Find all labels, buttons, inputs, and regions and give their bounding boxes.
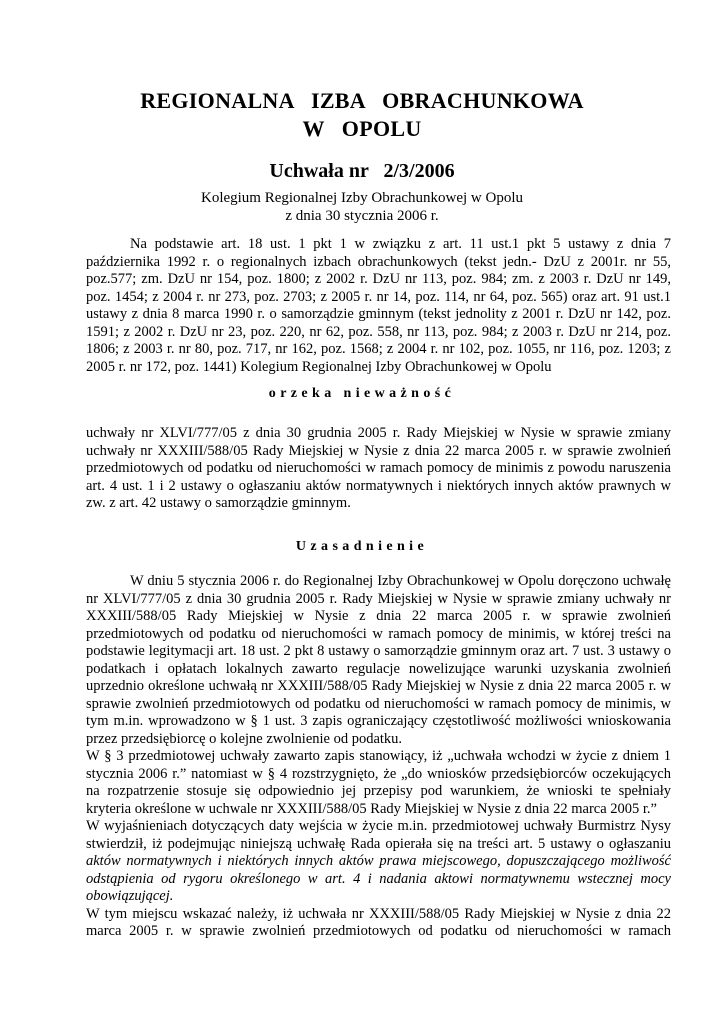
text-line: ustawy z dnia 8 marca 1990 r. o samorządzie gminnym (tekst jednolity z 2001 r. DzU nr 142, poz. xyxy=(86,306,671,322)
text-line: nr XLVI/777/05 z dnia 30 grudnia 2005 r. Rady Miejskiej w Nysie w sprawie zmiany uchwały nr xyxy=(86,590,671,607)
legal-basis-paragraph xyxy=(86,236,671,376)
text-line: W § 3 przedmiotowej uchwały zawarto zapis stanowiący, iż „uchwała wchodzi w życie z dniem 1 xyxy=(86,748,671,764)
text-line: października 1992 r. o regionalnych izbach obrachunkowych (tekst jedn.- DzU z 2001r. nr 55, xyxy=(86,253,671,270)
text-line: XXXIII/588/05 Rady Miejskiej w Nysie z dnia 22 marca 2005 r. w sprawie zwolnień xyxy=(86,608,671,624)
text-line: uchwały nr XXXIII/588/05 Rady Miejskiej w Nysie z dnia 22 marca 2005 r. w sprawie zwolnień xyxy=(86,442,671,459)
text-line: 1591; z 2002 r. DzU nr 23, poz. 220, nr 62, poz. 558, nr 113, poz. 984; z 2003 r. DzU nr 214, poz. xyxy=(86,323,671,340)
decision-heading: orzeka nieważność xyxy=(268,386,456,401)
text-line: art. 4 ust. 1 i 2 ustawy o ogłaszaniu aktów normatywnych i niektórych innych aktów prawnych w xyxy=(86,477,671,494)
text-line: kryteria określone w uchwale nr XXXIII/588/05 Rady Miejskiej w Nysie z dnia 22 marca 2005 r.” xyxy=(86,800,657,817)
resolution-number: Uchwała nr 2/3/2006 xyxy=(269,160,455,182)
text-line: zw. z art. 42 ustawy o samorządzie gminnym. xyxy=(86,495,351,511)
text-line: przedmiotowych od podatku od nieruchomości w ramach pomocy de minimis, w której treści na xyxy=(86,625,671,642)
text-line: 1806; z 2003 r. nr 80, poz. 717, nr 162, poz. 1568; z 2004 r. nr 102, poz. 1055, nr 116, poz. 1203; z xyxy=(86,341,671,357)
resolution-issuer: Kolegium Regionalnej Izby Obrachunkowej w Opolu xyxy=(200,190,523,206)
text-line: uprzednio określone uchwałą nr XXXIII/588/05 Rady Miejskiej w Nysie z dnia 22 marca 2005 r. w xyxy=(86,678,671,694)
resolution-date: z dnia 30 stycznia 2006 r. xyxy=(285,208,439,224)
text-line: W wyjaśnieniach dotyczących daty wejścia w życie m.in. przedmiotowej uchwały Burmistrz Nysy xyxy=(86,818,671,834)
text-line: marca 2005 r. w sprawie zwolnień przedmiotowych od podatku od nieruchomości w ramach xyxy=(86,923,671,939)
text-line: aktów normatywnych i niektórych innych aktów prawa miejscowego, dopuszczającego możliwość xyxy=(86,853,671,869)
text-line: przez przedsiębiorcę o kolejne zwolnienie od podatku. xyxy=(86,730,403,747)
text-line: W tym miejscu wskazać należy, iż uchwała nr XXXIII/588/05 Rady Miejskiej w Nysie z dnia 22 xyxy=(86,905,671,922)
justification-paragraph xyxy=(86,573,671,941)
text-line: 2005 r. nr 172, poz. 1441) Kolegium Regionalnej Izby Obrachunkowej w Opolu xyxy=(86,358,552,375)
text-line: Na podstawie art. 18 ust. 1 pkt 1 w związku z art. 11 ust.1 pkt 5 ustawy z dnia 7 xyxy=(130,236,671,252)
text-line: poz.577; zm. DzU nr 154, poz. 1800; z 2002 r. DzU nr 113, poz. 984; zm. z 2003 r. DzU nr 149, xyxy=(86,271,671,287)
institution-city: W OPOLU xyxy=(302,116,422,141)
text-line: podstawie legitymacji art. 18 ust. 2 pkt 8 ustawy o samorządzie gminnym oraz art. 7 ust. 3 ustawy o xyxy=(86,643,671,659)
text-line: przedmiotowych od podatku od nieruchomości w ramach pomocy de minimis z powodu naruszenia xyxy=(86,460,671,476)
decision-paragraph xyxy=(86,425,671,513)
text-line: odstąpienia od rygoru określonego w art. 4 i nadania aktowi normatywnemu wstecznej mocy xyxy=(86,870,671,887)
text-line: sprawie zwolnień przedmiotowych od podatku od nieruchomości w ramach pomocy de minimis, w xyxy=(86,695,671,712)
text-line: stwierdził, iż podejmując niniejszą uchwałę Rada opierała się na treści art. 5 ustawy o ogłaszaniu xyxy=(86,835,671,852)
text-line: na rozpatrzenie stosuje się odpowiednio jej przepisy pod warunkiem, że wnioski te spełniały xyxy=(86,783,671,799)
text-line: stycznia 2006 r.” natomiast w § 4 rozstrzygnięto, że „do wniosków przedsiębiorców oczekujących xyxy=(86,765,671,782)
text-line: uchwały nr XLVI/777/05 z dnia 30 grudnia 2005 r. Rady Miejskiej w Nysie w sprawie zmiany xyxy=(86,425,671,441)
text-line: obowiązującej. xyxy=(86,888,174,904)
justification-heading: Uzasadnienie xyxy=(295,539,429,554)
text-line: podatkach i opłatach lokalnych zawarto regulacje nowelizujące warunki uzyskania zwolnień xyxy=(86,660,671,677)
text-line: poz. 1454; z 2004 r. nr 273, poz. 2703; z 2005 r. nr 14, poz. 114, nr 64, poz. 565) oraz art. 91 ust.1 xyxy=(86,288,671,305)
text-line: tym m.in. wprowadzono w § 1 ust. 3 zapis ograniczający częstotliwość możliwości wnioskowania xyxy=(86,713,671,729)
institution-title: REGIONALNA IZBA OBRACHUNKOWA xyxy=(140,88,584,113)
text-line: W dniu 5 stycznia 2006 r. do Regionalnej Izby Obrachunkowej w Opolu doręczono uchwałę xyxy=(130,573,671,589)
